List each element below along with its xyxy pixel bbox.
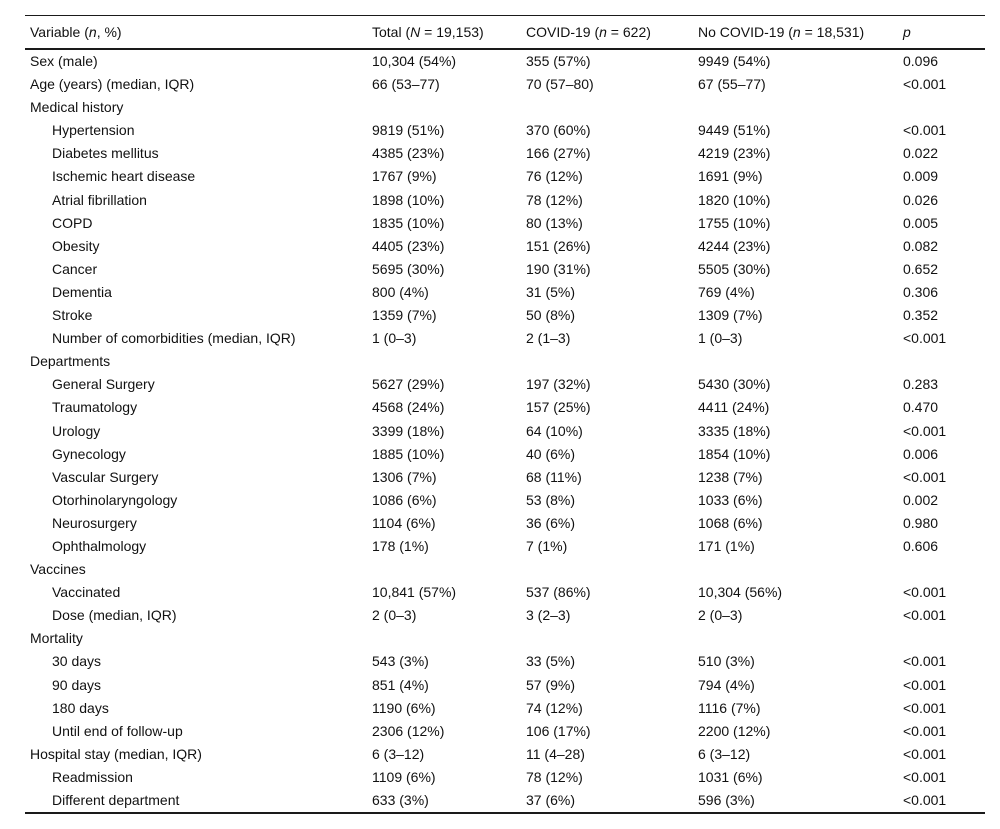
- table-row: [25, 420, 985, 443]
- table-row: [25, 304, 985, 327]
- p-value-cell: <0.001: [903, 699, 947, 716]
- column-header-total: [367, 16, 521, 50]
- header-text: Variable (: [30, 24, 89, 40]
- total-cell: 10,841 (57%): [372, 584, 457, 601]
- covid-cell: 11 (4–28): [526, 745, 585, 762]
- table-row: [25, 165, 985, 188]
- no-covid-cell: 769 (4%): [698, 283, 755, 300]
- total-cell: 800 (4%): [372, 283, 429, 300]
- variable-cell: Otorhinolaryngology: [52, 491, 178, 508]
- p-value-cell: 0.082: [903, 237, 939, 254]
- total-cell: 633 (3%): [367, 789, 521, 813]
- table-row: [25, 142, 985, 165]
- p-value-cell: <0.001: [903, 722, 947, 739]
- total-cell: 1086 (6%): [372, 491, 437, 508]
- table-header: [25, 16, 985, 50]
- covid-cell: 64 (10%): [526, 422, 583, 439]
- covid-cell: [521, 558, 693, 581]
- p-value-cell: <0.001: [903, 676, 947, 693]
- table-body: [25, 49, 985, 813]
- table-row: [25, 674, 985, 697]
- no-covid-cell: 4411 (24%): [698, 399, 770, 416]
- no-covid-cell: 2 (0–3): [698, 607, 743, 624]
- variable-cell: Readmission: [52, 768, 133, 785]
- variable-cell: Until end of follow-up: [52, 722, 183, 739]
- column-header-covid: [521, 16, 693, 50]
- no-covid-cell: 596 (3%): [693, 789, 898, 813]
- no-covid-cell: [693, 350, 898, 373]
- total-cell: [367, 627, 521, 650]
- column-header-variable: [25, 16, 367, 50]
- covid-cell: 370 (60%): [526, 122, 591, 139]
- total-cell: 2 (0–3): [372, 607, 417, 624]
- p-value-cell: 0.096: [903, 53, 939, 69]
- table-row: [25, 697, 985, 720]
- no-covid-cell: 1031 (6%): [698, 768, 763, 785]
- covid-cell: 76 (12%): [526, 168, 583, 185]
- variable-cell: Neurosurgery: [52, 514, 137, 531]
- no-covid-cell: 3335 (18%): [698, 422, 771, 439]
- covid-cell: 166 (27%): [526, 145, 591, 162]
- no-covid-cell: 6 (3–12): [698, 745, 751, 762]
- variable-cell: Vaccines: [30, 561, 86, 578]
- variable-cell: Sex (male): [30, 53, 98, 69]
- no-covid-cell: 1309 (7%): [698, 307, 763, 324]
- p-value-cell: 0.606: [903, 537, 939, 554]
- table-row: [25, 604, 985, 627]
- table-row: [25, 119, 985, 142]
- section-header-row: [25, 96, 985, 119]
- total-cell: 1190 (6%): [372, 699, 436, 716]
- total-cell: 3399 (18%): [372, 422, 445, 439]
- table-row: [25, 766, 985, 789]
- no-covid-cell: 4219 (23%): [698, 145, 771, 162]
- table-row: [25, 212, 985, 235]
- no-covid-cell: [693, 627, 898, 650]
- total-cell: 9819 (51%): [372, 122, 445, 139]
- p-value-cell: 0.306: [903, 283, 939, 300]
- p-value-cell: 0.980: [903, 514, 939, 531]
- total-cell: 4405 (23%): [372, 237, 445, 254]
- header-text: = 19,153): [420, 24, 484, 40]
- total-cell: 6 (3–12): [372, 745, 425, 762]
- covid-cell: 355 (57%): [526, 53, 591, 69]
- table-row: [25, 512, 985, 535]
- covid-cell: 37 (6%): [521, 789, 693, 813]
- table-row: [25, 189, 985, 212]
- total-cell: 851 (4%): [372, 676, 429, 693]
- p-value-cell: [898, 558, 985, 581]
- covid-cell: 106 (17%): [526, 722, 591, 739]
- p-value-cell: [898, 627, 985, 650]
- variable-cell: 90 days: [52, 676, 102, 693]
- no-covid-cell: 510 (3%): [698, 653, 755, 670]
- header-text: = 18,531): [800, 24, 865, 40]
- total-cell: 4568 (24%): [372, 399, 445, 416]
- total-cell: 1898 (10%): [372, 191, 445, 208]
- p-value-cell: <0.001: [903, 122, 947, 139]
- variable-cell: Departments: [30, 353, 111, 370]
- table-row: [25, 743, 985, 766]
- no-covid-cell: 2200 (12%): [698, 722, 771, 739]
- header-italic-text: n: [88, 24, 97, 40]
- variable-cell: Atrial fibrillation: [52, 191, 147, 208]
- table-row: [25, 373, 985, 396]
- p-value-cell: [898, 350, 985, 373]
- no-covid-cell: 794 (4%): [698, 676, 755, 693]
- covid-cell: 3 (2–3): [526, 607, 571, 624]
- table-row: [25, 235, 985, 258]
- variable-cell: Number of comorbidities (median, IQR): [52, 330, 296, 347]
- covid-cell: 2 (1–3): [526, 330, 571, 347]
- section-header-row: [25, 350, 985, 373]
- p-value-cell: <0.001: [898, 789, 985, 813]
- no-covid-cell: 1691 (9%): [698, 168, 763, 185]
- p-value-cell: <0.001: [903, 584, 947, 601]
- total-cell: 543 (3%): [372, 653, 429, 670]
- total-cell: 2306 (12%): [372, 722, 445, 739]
- header-text: No COVID-19 (: [698, 24, 793, 40]
- table-row: [25, 327, 985, 350]
- no-covid-cell: 1238 (7%): [698, 468, 763, 485]
- total-cell: [367, 558, 521, 581]
- p-value-cell: 0.002: [903, 491, 939, 508]
- header-text: Total (: [372, 24, 411, 40]
- column-header-p-value: [898, 16, 985, 50]
- header-italic-text: p: [903, 24, 911, 40]
- no-covid-cell: 10,304 (56%): [698, 584, 783, 601]
- p-value-cell: <0.001: [903, 745, 947, 762]
- p-value-cell: <0.001: [903, 422, 947, 439]
- variable-cell: Hospital stay (median, IQR): [30, 745, 202, 762]
- total-cell: 1885 (10%): [372, 445, 445, 462]
- p-value-cell: <0.001: [903, 76, 947, 93]
- header-text: = 622): [606, 24, 651, 40]
- variable-cell: Gynecology: [52, 445, 126, 462]
- covid-cell: 151 (26%): [526, 237, 591, 254]
- variable-cell: Dementia: [52, 283, 112, 300]
- covid-cell: 57 (9%): [526, 676, 576, 693]
- p-value-cell: <0.001: [903, 768, 947, 785]
- p-value-cell: 0.006: [903, 445, 939, 462]
- variable-cell: 30 days: [52, 653, 102, 670]
- p-value-cell: 0.283: [903, 376, 939, 393]
- p-value-cell: <0.001: [903, 607, 947, 624]
- total-cell: 66 (53–77): [372, 76, 440, 93]
- covid-cell: 70 (57–80): [526, 76, 594, 93]
- variable-cell: Age (years) (median, IQR): [30, 76, 195, 93]
- total-cell: [367, 350, 521, 373]
- cohort-statistics-table: [25, 15, 985, 814]
- p-value-cell: 0.009: [903, 168, 939, 185]
- no-covid-cell: 1820 (10%): [698, 191, 771, 208]
- variable-cell: Vaccinated: [52, 584, 121, 601]
- total-cell: 1767 (9%): [372, 168, 437, 185]
- total-cell: 178 (1%): [372, 537, 429, 554]
- no-covid-cell: 5430 (30%): [698, 376, 771, 393]
- total-cell: 1306 (7%): [372, 468, 437, 485]
- table-row: [25, 396, 985, 419]
- header-italic-text: N: [410, 24, 421, 40]
- covid-cell: [521, 627, 693, 650]
- covid-cell: 157 (25%): [526, 399, 591, 416]
- p-value-cell: 0.022: [903, 145, 939, 162]
- section-header-row: [25, 627, 985, 650]
- p-value-cell: [898, 96, 985, 119]
- covid-cell: 80 (13%): [526, 214, 583, 231]
- table-row: [25, 281, 985, 304]
- covid-cell: 78 (12%): [526, 768, 583, 785]
- no-covid-cell: 171 (1%): [698, 537, 755, 554]
- table-row: [25, 49, 985, 73]
- variable-cell: Diabetes mellitus: [52, 145, 159, 162]
- covid-cell: 78 (12%): [526, 191, 583, 208]
- table-row: [25, 789, 985, 813]
- no-covid-cell: 1854 (10%): [698, 445, 771, 462]
- no-covid-cell: 9449 (51%): [698, 122, 771, 139]
- covid-cell: 53 (8%): [526, 491, 576, 508]
- table-row: [25, 489, 985, 512]
- no-covid-cell: 1033 (6%): [698, 491, 763, 508]
- no-covid-cell: 5505 (30%): [698, 260, 771, 277]
- variable-cell: Urology: [52, 422, 101, 439]
- variable-cell: Hypertension: [52, 122, 135, 139]
- no-covid-cell: [693, 96, 898, 119]
- covid-cell: 7 (1%): [526, 537, 568, 554]
- p-value-cell: 0.352: [903, 307, 939, 324]
- variable-cell: Medical history: [30, 99, 124, 116]
- total-cell: 5695 (30%): [372, 260, 445, 277]
- covid-cell: 74 (12%): [526, 699, 583, 716]
- variable-cell: Dose (median, IQR): [52, 607, 177, 624]
- p-value-cell: 0.470: [903, 399, 939, 416]
- variable-cell: Vascular Surgery: [52, 468, 159, 485]
- total-cell: [367, 96, 521, 119]
- section-header-row: [25, 558, 985, 581]
- covid-cell: [521, 96, 693, 119]
- variable-cell: Ischemic heart disease: [52, 168, 196, 185]
- total-cell: 1104 (6%): [372, 514, 436, 531]
- table-row: [25, 581, 985, 604]
- variable-cell: Different department: [25, 789, 367, 813]
- covid-cell: 190 (31%): [526, 260, 591, 277]
- covid-cell: [521, 350, 693, 373]
- header-text: , %): [96, 24, 122, 40]
- variable-cell: Stroke: [52, 307, 93, 324]
- p-value-cell: <0.001: [903, 330, 947, 347]
- column-header-no-covid: [693, 16, 898, 50]
- p-value-cell: <0.001: [903, 468, 947, 485]
- p-value-cell: <0.001: [903, 653, 947, 670]
- header-italic-text: n: [792, 24, 801, 40]
- no-covid-cell: 1068 (6%): [698, 514, 763, 531]
- p-value-cell: 0.026: [903, 191, 939, 208]
- covid-cell: 31 (5%): [526, 283, 576, 300]
- table-row: [25, 466, 985, 489]
- variable-cell: Obesity: [52, 237, 100, 254]
- covid-cell: 36 (6%): [526, 514, 576, 531]
- header-italic-text: n: [599, 24, 607, 40]
- variable-cell: Ophthalmology: [52, 537, 147, 554]
- table-row: [25, 535, 985, 558]
- table-row: [25, 650, 985, 673]
- no-covid-cell: 9949 (54%): [698, 53, 771, 69]
- covid-cell: 33 (5%): [526, 653, 576, 670]
- no-covid-cell: 1 (0–3): [698, 330, 743, 347]
- variable-cell: 180 days: [52, 699, 109, 716]
- variable-cell: General Surgery: [52, 376, 155, 393]
- total-cell: 10,304 (54%): [372, 53, 457, 69]
- table-row: [25, 258, 985, 281]
- header-text: COVID-19 (: [526, 24, 600, 40]
- covid-cell: 537 (86%): [526, 584, 591, 601]
- variable-cell: Cancer: [52, 260, 98, 277]
- no-covid-cell: 4244 (23%): [698, 237, 771, 254]
- p-value-cell: 0.652: [903, 260, 939, 277]
- covid-cell: 50 (8%): [526, 307, 576, 324]
- variable-cell: Mortality: [30, 630, 83, 647]
- no-covid-cell: 1755 (10%): [698, 214, 771, 231]
- table-row: [25, 443, 985, 466]
- no-covid-cell: 67 (55–77): [698, 76, 766, 93]
- total-cell: 1359 (7%): [372, 307, 437, 324]
- total-cell: 1835 (10%): [372, 214, 445, 231]
- table-row: [25, 720, 985, 743]
- variable-cell: COPD: [52, 214, 93, 231]
- total-cell: 5627 (29%): [372, 376, 445, 393]
- no-covid-cell: [693, 558, 898, 581]
- table-row: [25, 73, 985, 96]
- total-cell: 1109 (6%): [372, 768, 436, 785]
- p-value-cell: 0.005: [903, 214, 939, 231]
- total-cell: 1 (0–3): [372, 330, 417, 347]
- total-cell: 4385 (23%): [372, 145, 445, 162]
- covid-cell: 40 (6%): [526, 445, 576, 462]
- covid-cell: 68 (11%): [526, 468, 582, 485]
- covid-cell: 197 (32%): [526, 376, 591, 393]
- no-covid-cell: 1116 (7%): [698, 699, 761, 716]
- variable-cell: Traumatology: [52, 399, 138, 416]
- header-row: [25, 16, 985, 50]
